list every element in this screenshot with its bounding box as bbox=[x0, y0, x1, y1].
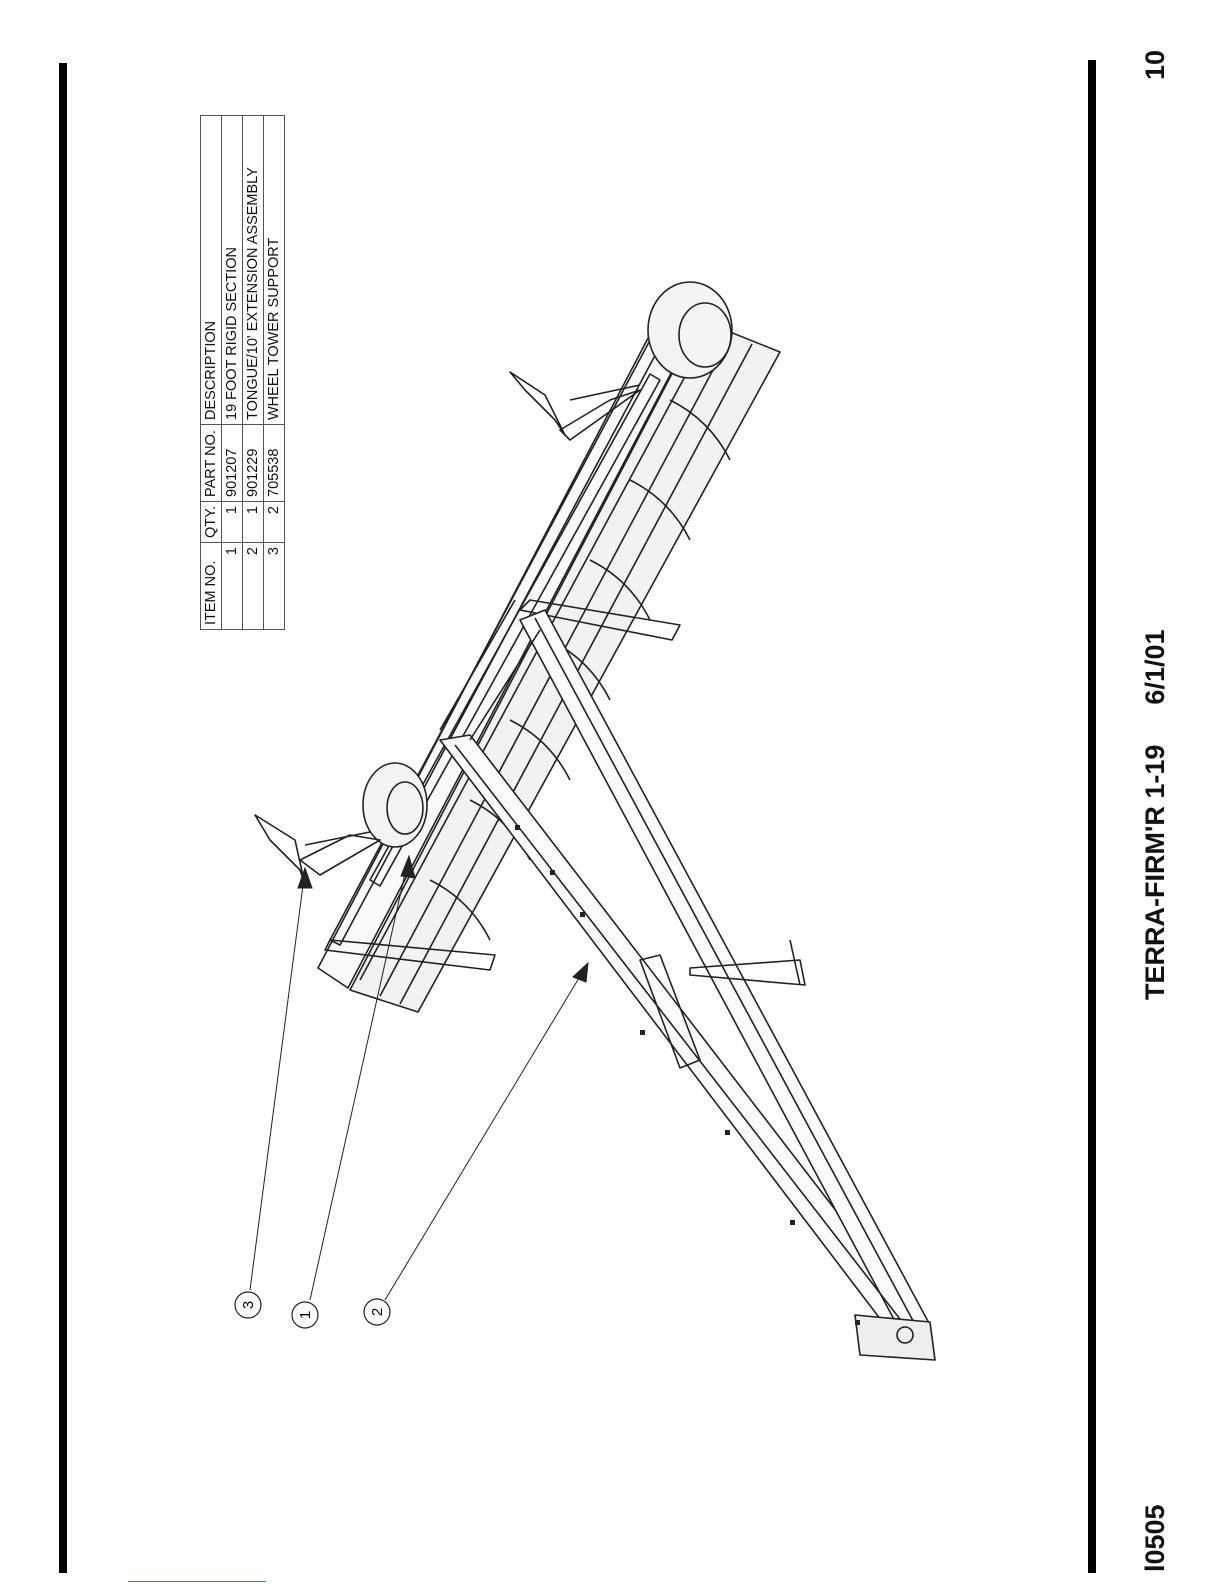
callout-3 bbox=[235, 1292, 261, 1318]
doc-code-text: l0505 bbox=[1140, 1504, 1170, 1572]
qty-cell: 2 bbox=[264, 502, 285, 543]
qty-cell: 1 bbox=[222, 502, 243, 543]
item-cell: 1 bbox=[222, 543, 243, 630]
callout-3-label: 3 bbox=[240, 1300, 257, 1310]
part-no-cell: 901207 bbox=[222, 425, 243, 502]
callout-1-label: 1 bbox=[297, 1310, 314, 1320]
part-no-cell: 705538 bbox=[264, 425, 285, 502]
description-cell: WHEEL TOWER SUPPORT bbox=[264, 116, 285, 425]
model-name: TERRA-FIRM'R 1-19 bbox=[1140, 744, 1170, 1000]
callout-1 bbox=[292, 1302, 318, 1328]
header-item-no: ITEM NO. bbox=[201, 543, 222, 630]
header-qty: QTY. bbox=[201, 502, 222, 543]
qty-cell: 1 bbox=[243, 502, 264, 543]
part-no-cell: 901229 bbox=[243, 425, 264, 502]
callout-2 bbox=[364, 1299, 390, 1325]
description-cell: 19 FOOT RIGID SECTION bbox=[222, 116, 243, 425]
description-cell: TONGUE/10' EXTENSION ASSEMBLY bbox=[243, 116, 264, 425]
revision-date: 6/1/01 bbox=[1140, 629, 1170, 705]
item-cell: 3 bbox=[264, 543, 285, 630]
callout-2-label: 2 bbox=[369, 1307, 386, 1317]
item-cell: 2 bbox=[243, 543, 264, 630]
header-part-no: PART NO. bbox=[201, 425, 222, 502]
link-underline bbox=[128, 1581, 266, 1582]
page-number-text: 10 bbox=[1140, 49, 1170, 80]
header-description: DESCRIPTION bbox=[201, 116, 222, 425]
